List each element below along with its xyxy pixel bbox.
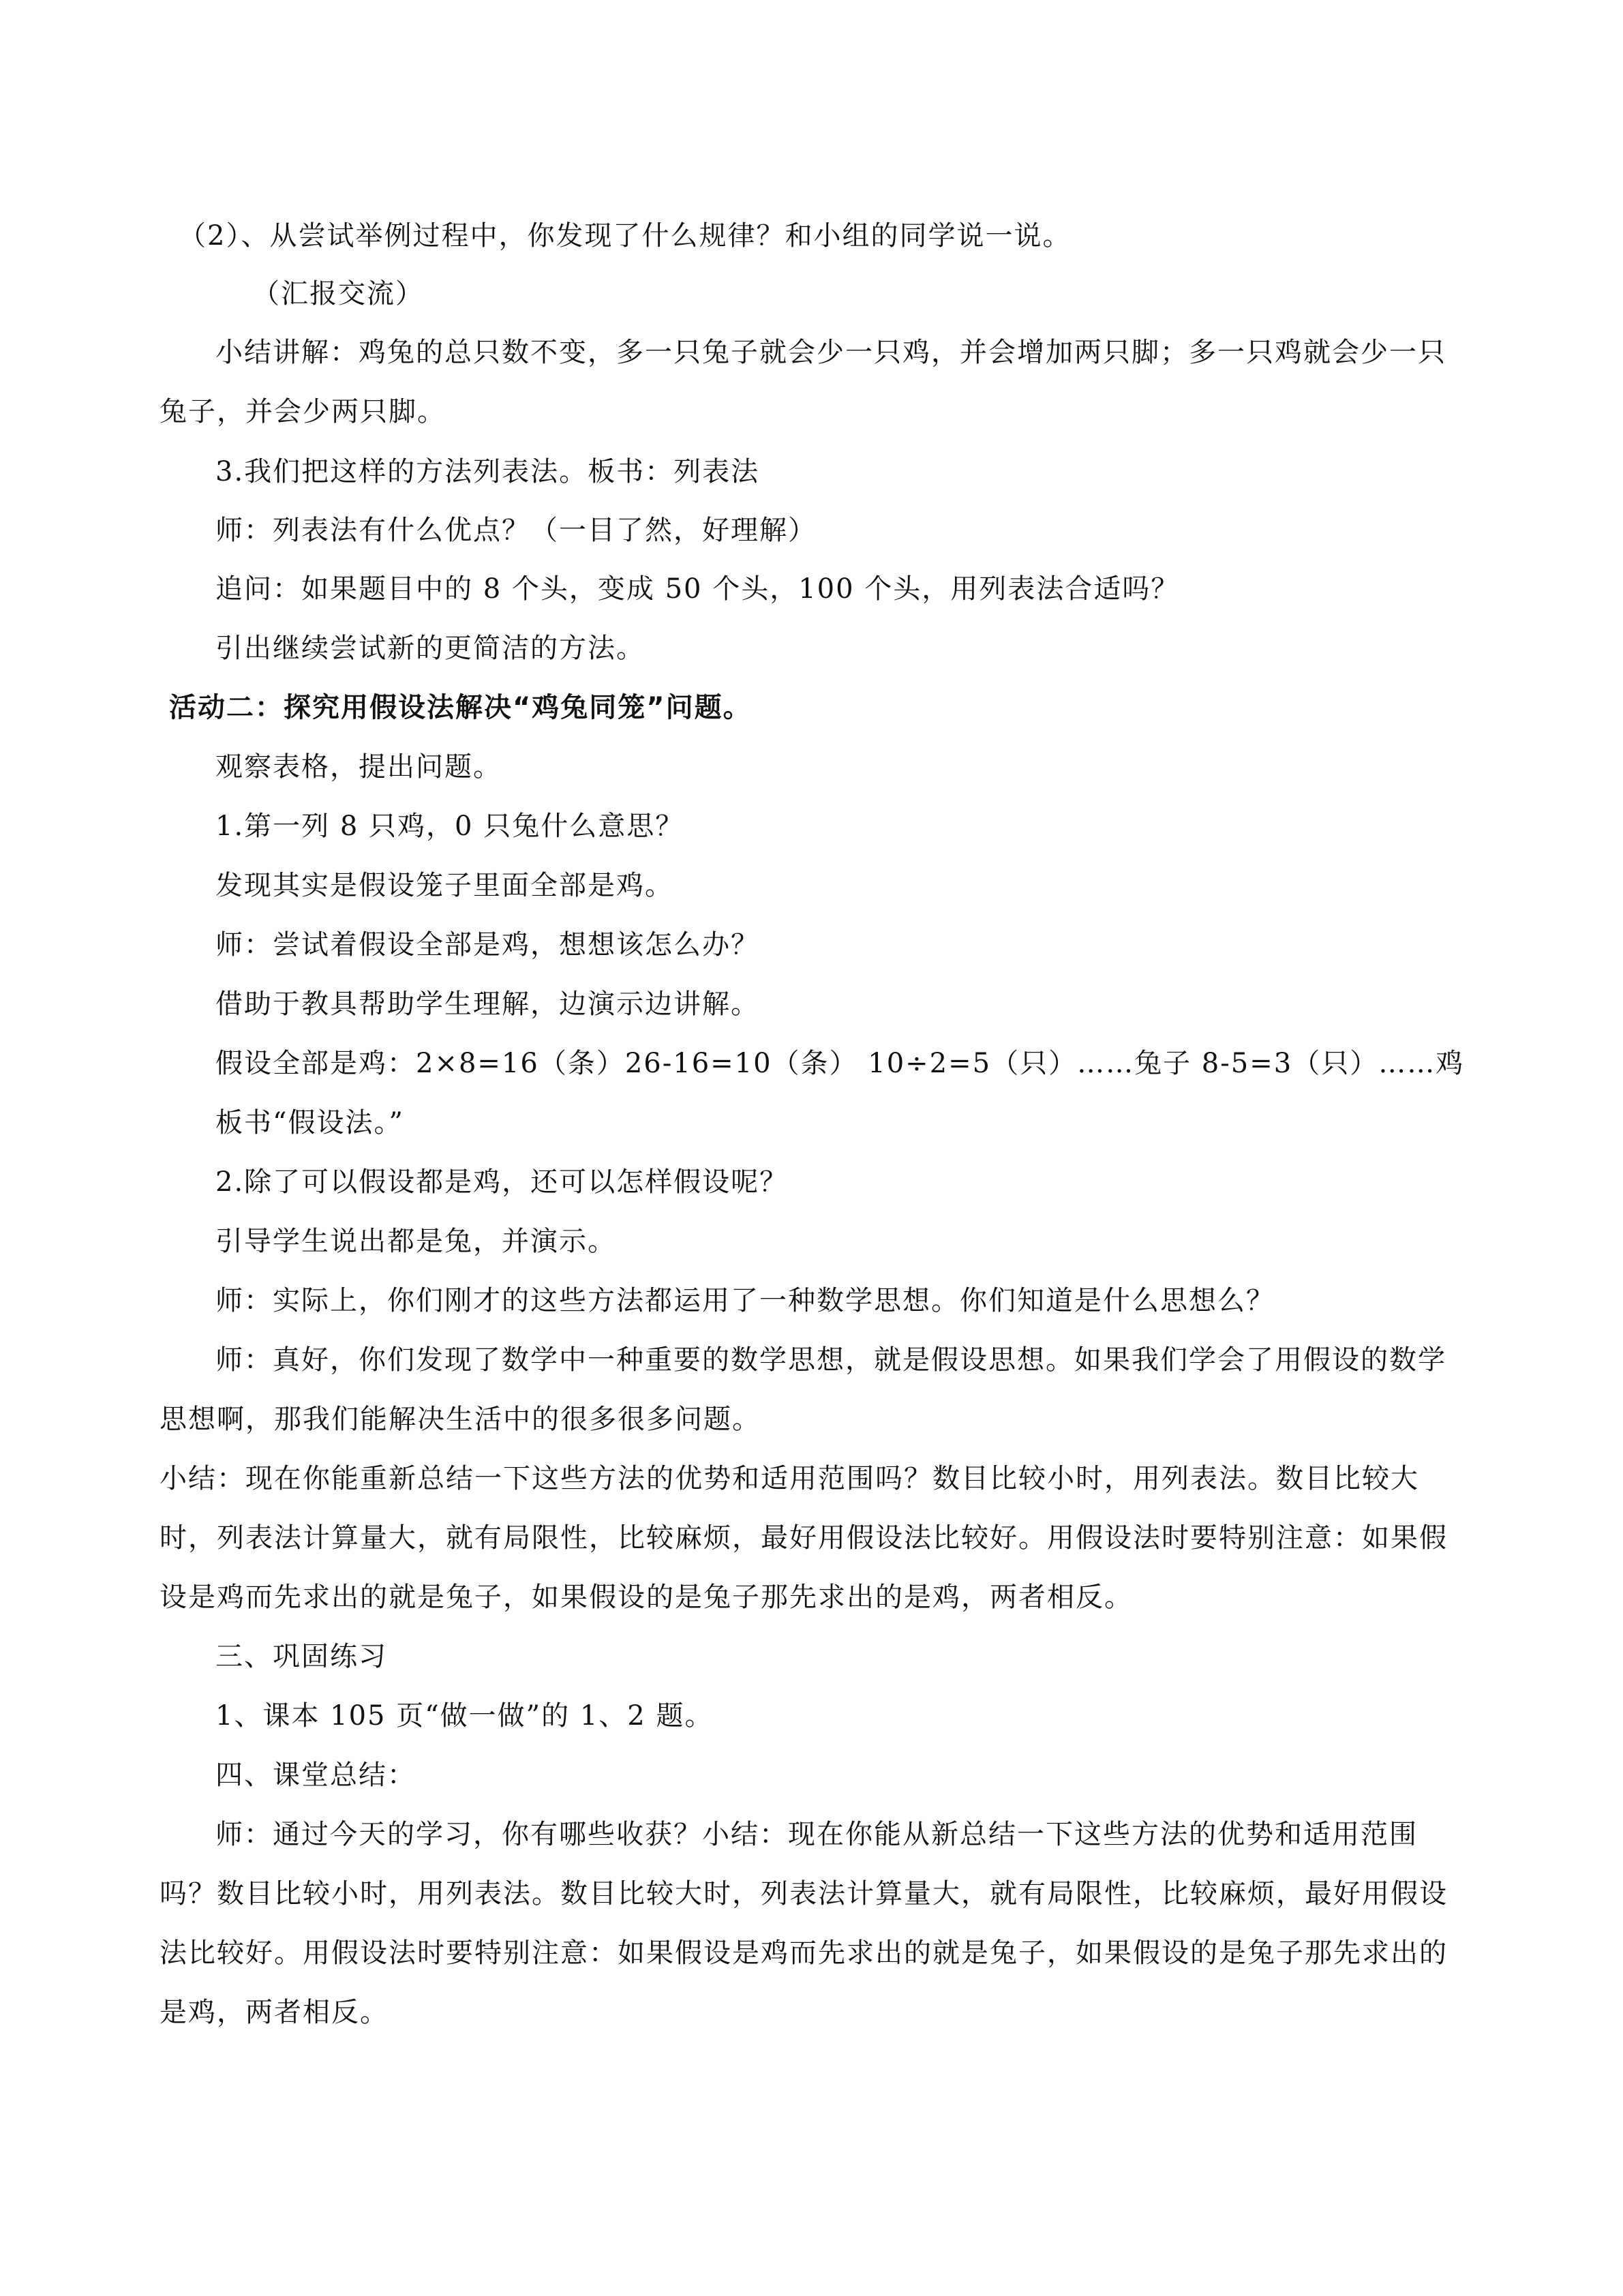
text-line-11: 1.第一列 8 只鸡，0 只兔什么意思？ <box>215 811 684 842</box>
section-heading-summary: 四、课堂总结： <box>215 1759 416 1791</box>
text-line-23: 时，列表法计算量大，就有局限性，比较麻烦，最好用假设法比较好。用假设法时要特别注意：如果假 <box>160 1522 1448 1554</box>
text-line-21: 思想啊，那我们能解决生活中的很多很多问题。 <box>160 1404 761 1435</box>
text-line-24: 设是鸡而先求出的就是兔子，如果假设的是兔子那先求出的是鸡，两者相反。 <box>160 1582 1133 1613</box>
text-line-10: 观察表格，提出问题。 <box>215 751 502 783</box>
text-line-13: 师：尝试着假设全部是鸡，想想该怎么办？ <box>215 929 759 961</box>
text-line-17: 2.除了可以假设都是鸡，还可以怎样假设呢？ <box>215 1166 789 1198</box>
text-line-15: 假设全部是鸡：2×8=16（条）26-16=10（条） 10÷2=5（只）……兔子 8-5=3（只）……鸡 <box>215 1048 1465 1079</box>
text-line-22: 小结：现在你能重新总结一下这些方法的优势和适用范围吗？数目比较小时，用列表法。数目比较大 <box>160 1463 1419 1494</box>
text-line-2: （汇报交流） <box>252 278 424 309</box>
section-heading-activity-2: 活动二：探究用假设法解决“鸡兔同笼”问题。 <box>169 692 752 723</box>
text-line-4: 兔子，并会少两只脚。 <box>160 396 446 427</box>
text-line-16: 板书“假设法。” <box>215 1107 404 1138</box>
text-line-19: 师：实际上，你们刚才的这些方法都运用了一种数学思想。你们知道是什么思想么？ <box>215 1285 1275 1316</box>
text-line-12: 发现其实是假设笼子里面全部是鸡。 <box>215 870 673 901</box>
text-line-5: 3.我们把这样的方法列表法。板书：列表法 <box>215 456 760 487</box>
text-line-14: 借助于教具帮助学生理解，边演示边讲解。 <box>215 988 759 1020</box>
section-heading-practice: 三、巩固练习 <box>215 1641 387 1672</box>
text-line-28: 师：通过今天的学习，你有哪些收获？小结：现在你能从新总结一下这些方法的优势和适用范围 <box>215 1819 1418 1850</box>
text-line-6: 师：列表法有什么优点？（一目了然，好理解） <box>215 515 817 546</box>
text-line-30: 法比较好。用假设法时要特别注意：如果假设是鸡而先求出的就是兔子，如果假设的是兔子那先求出的 <box>160 1937 1448 1969</box>
text-line-7: 追问：如果题目中的 8 个头，变成 50 个头，100 个头，用列表法合适吗？ <box>215 573 1180 605</box>
text-line-1: （2）、从尝试举例过程中，你发现了什么规律？和小组的同学说一说。 <box>179 220 1072 252</box>
text-line-8: 引出继续尝试新的更简洁的方法。 <box>215 633 645 664</box>
text-line-26: 1、课本 105 页“做一做”的 1、2 题。 <box>215 1700 714 1732</box>
text-line-3: 小结讲解：鸡兔的总只数不变，多一只兔子就会少一只鸡，并会增加两只脚；多一只鸡就会少一只 <box>215 337 1446 368</box>
text-line-18: 引导学生说出都是兔，并演示。 <box>215 1226 616 1257</box>
text-line-31: 是鸡，两者相反。 <box>160 1997 389 2028</box>
text-line-20: 师：真好，你们发现了数学中一种重要的数学思想，就是假设思想。如果我们学会了用假设的数学 <box>215 1344 1446 1376</box>
text-line-29: 吗？数目比较小时，用列表法。数目比较大时，列表法计算量大，就有局限性，比较麻烦，最好用假设 <box>160 1878 1448 1909</box>
